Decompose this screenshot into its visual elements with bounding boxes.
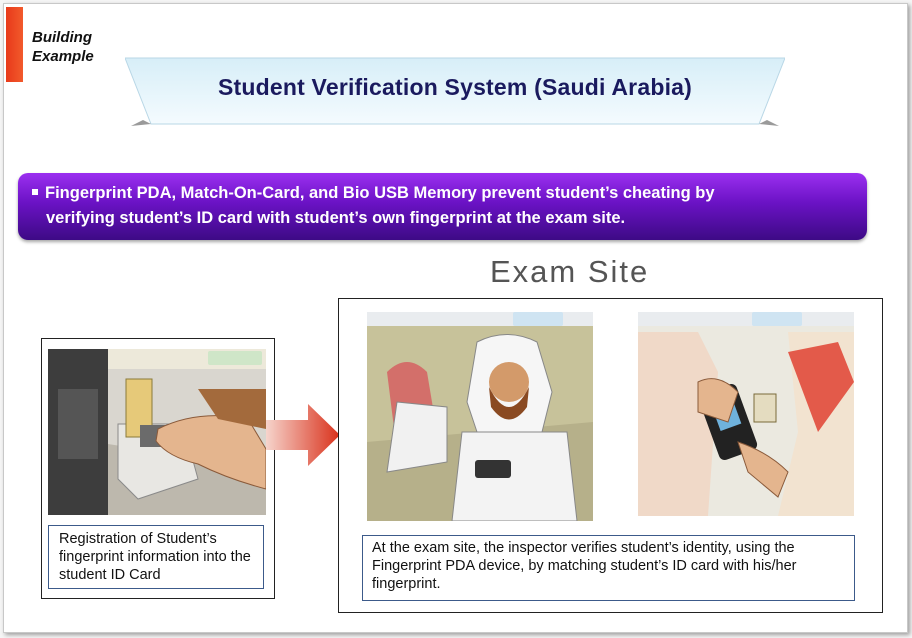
inspector-illustration [367, 312, 593, 521]
bullet-text [30, 181, 850, 231]
section-tag: Building Example [32, 29, 94, 65]
registration-caption: Registration of Student’s fingerprint information into the student ID Card [48, 525, 264, 589]
right-arrow-icon [266, 400, 340, 470]
fingerprint-scanner-illustration [48, 349, 266, 515]
bullet-line-1: Fingerprint PDA, Match-On-Card, and Bio USB Memory prevent student’s cheating by [45, 184, 715, 202]
section-accent-bar [6, 7, 23, 82]
exam-site-caption: At the exam site, the inspector verifies student’s identity, using the Fingerprint PDA device, by matching student’s ID card with his/her fingerprint. [362, 535, 855, 601]
bullet-line-2: verifying student’s ID card with student’s own fingerprint at the exam site. [46, 209, 626, 227]
bullet-marker [32, 189, 38, 195]
page-title: Student Verification System (Saudi Arabia) [217, 74, 693, 100]
exam-site-heading: Exam Site [490, 254, 650, 289]
pda-id-card-illustration [638, 312, 854, 516]
